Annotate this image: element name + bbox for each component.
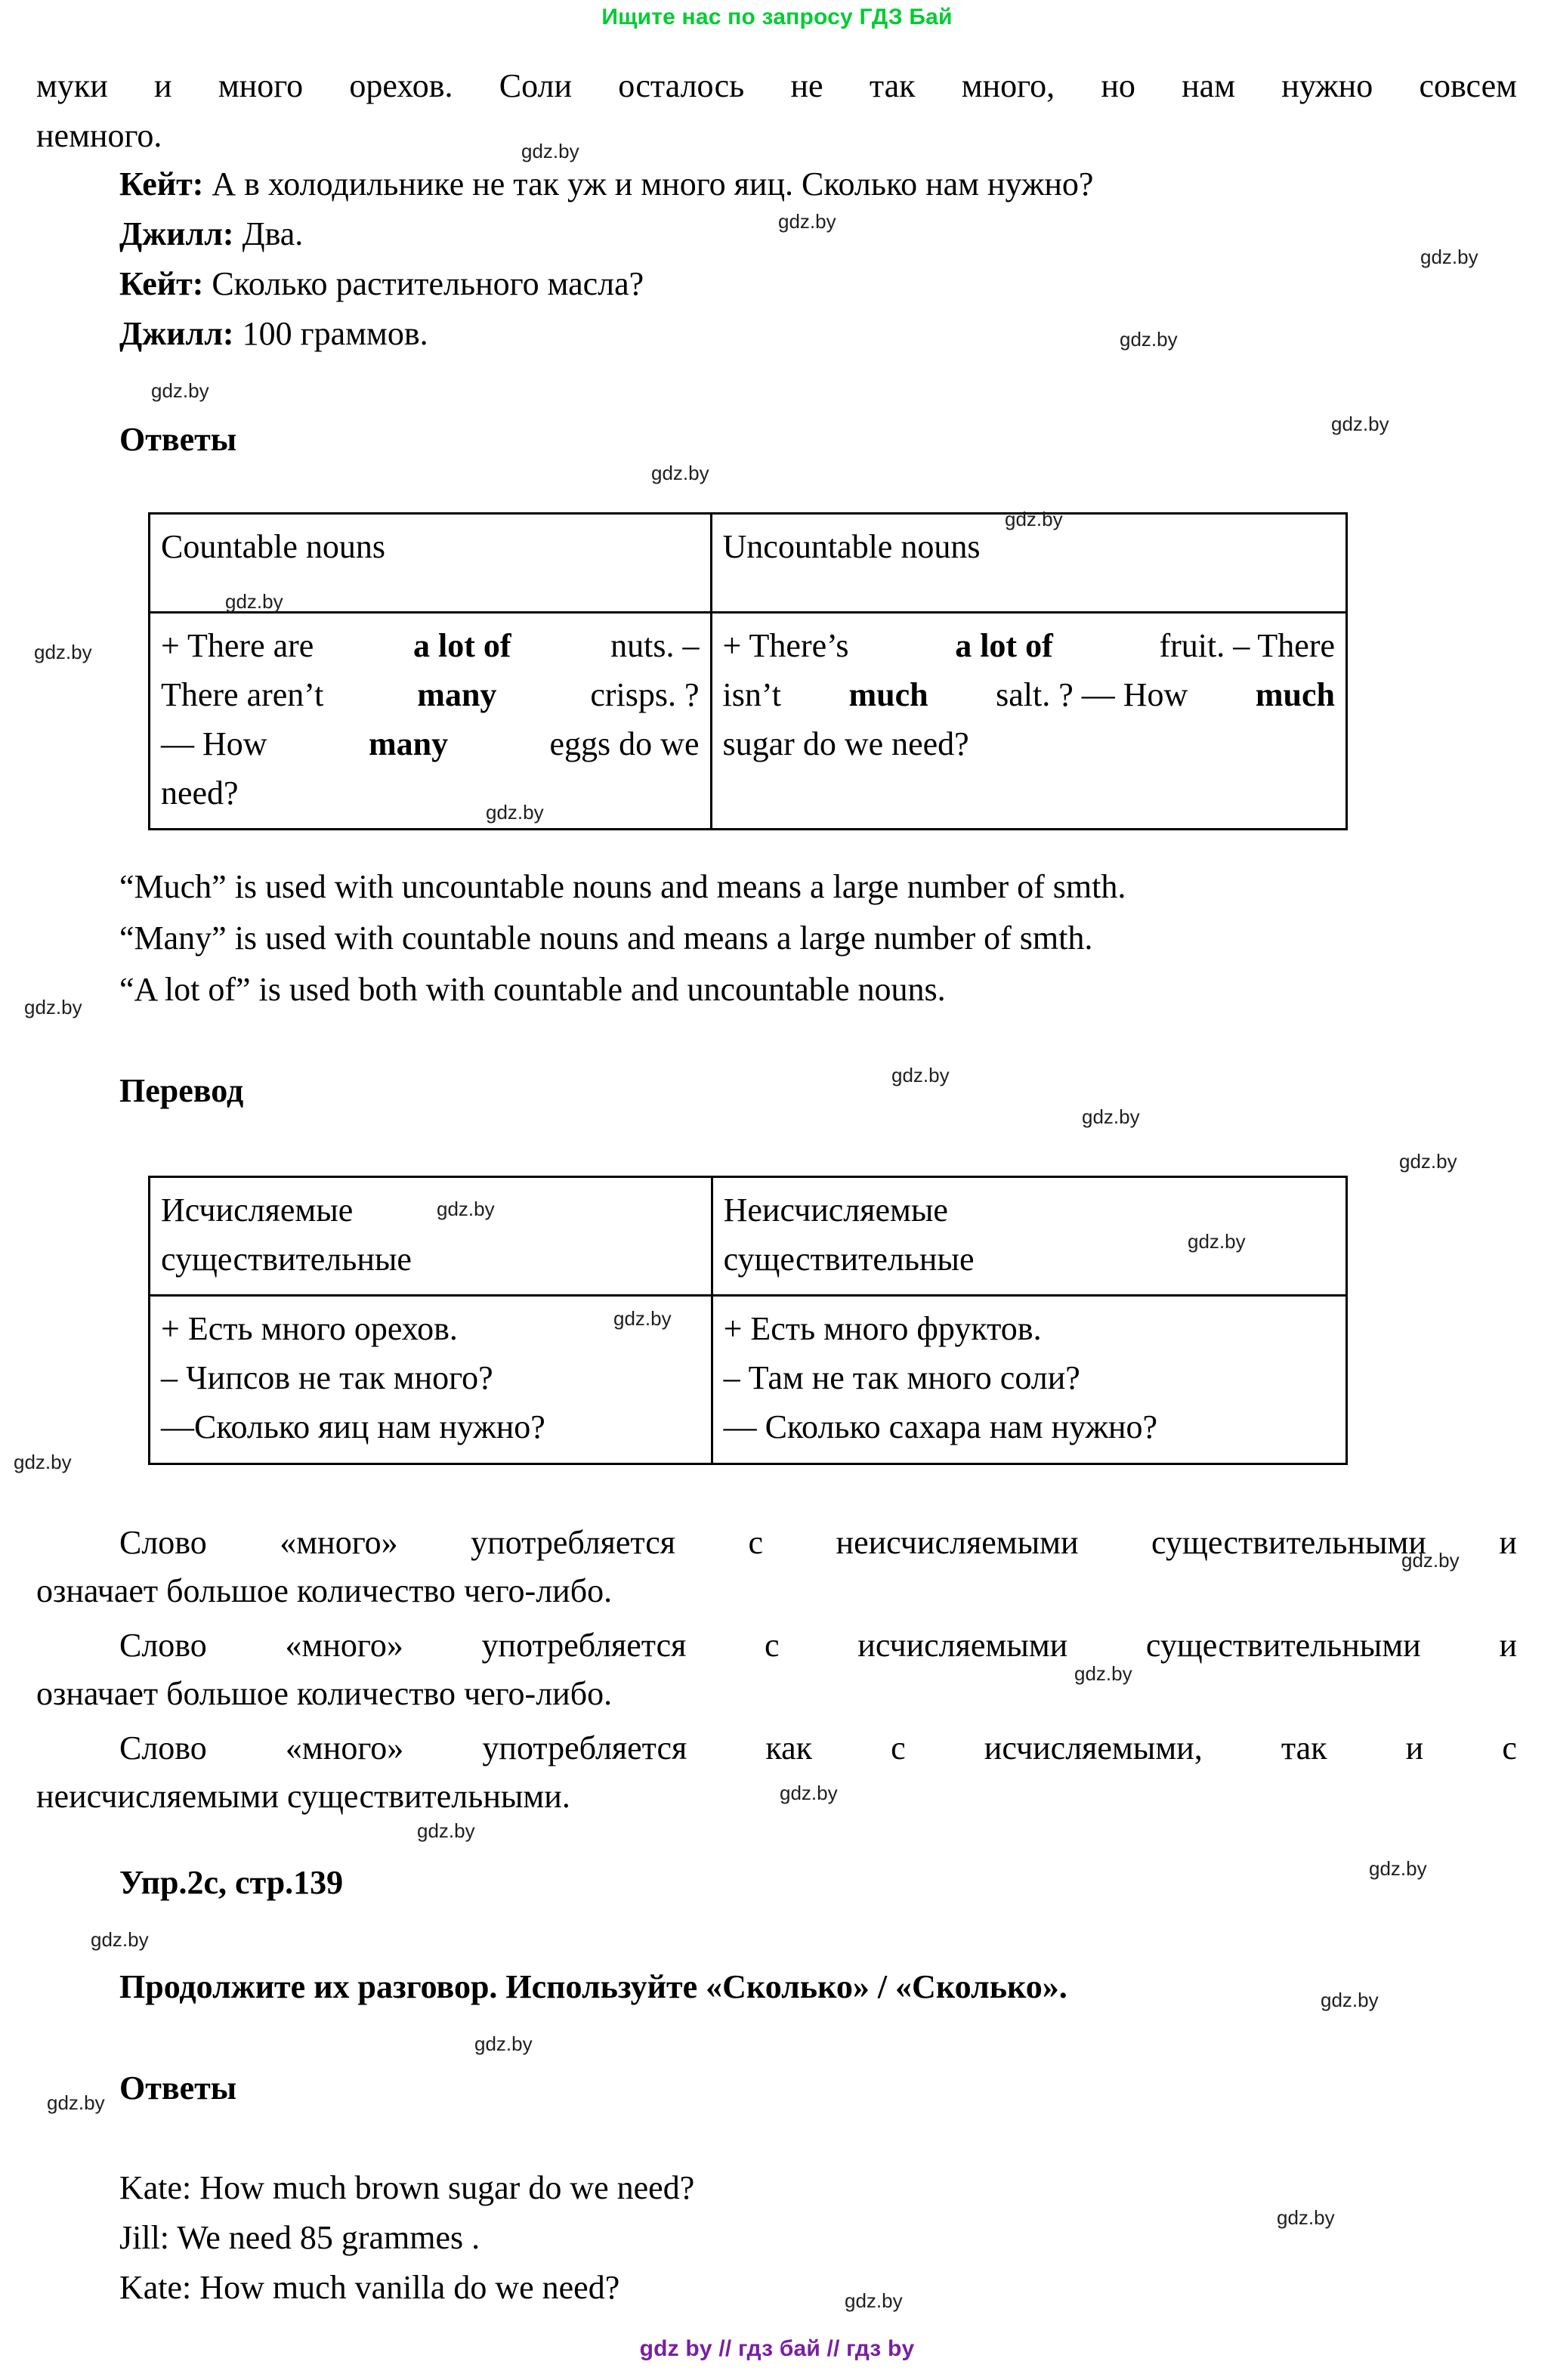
r1-w4: с xyxy=(748,1524,764,1561)
watermark-19: gdz.by xyxy=(1401,1549,1460,1572)
ru-head-right-l1: Неисчисляемые xyxy=(723,1192,948,1229)
watermark-26: gdz.by xyxy=(474,2032,533,2055)
table-cell-uncountable-examples-ru xyxy=(712,1296,1346,1464)
r3-w3: употребляется xyxy=(482,1729,687,1766)
r3-w4: как xyxy=(765,1729,812,1766)
table-row-examples-ru xyxy=(150,1296,1347,1464)
answer-text-3: How much vanilla do we need? xyxy=(199,2269,620,2306)
r2-w1: Слово xyxy=(119,1627,207,1664)
cont-w3: много xyxy=(218,67,304,104)
cont-w1: муки xyxy=(36,67,108,104)
countable-line-4: need? xyxy=(161,774,239,812)
watermark-12: gdz.by xyxy=(891,1064,950,1086)
table-cell-uncountable-examples xyxy=(711,613,1346,830)
countable-line-2 xyxy=(161,670,700,719)
cont-w9: много, xyxy=(961,67,1055,104)
watermark-9: gdz.by xyxy=(34,641,92,663)
r1-w1: Слово xyxy=(119,1524,207,1561)
watermark-7: gdz.by xyxy=(1005,508,1063,530)
answer-speaker-2: Jill: xyxy=(119,2219,170,2256)
ru-left-line-2: – Чипсов не так много? xyxy=(161,1359,493,1397)
dialogue-line-1 xyxy=(119,165,1094,202)
watermark-6: gdz.by xyxy=(651,462,709,484)
table-row-header xyxy=(150,514,1347,613)
countable-l1-c: nuts. – xyxy=(610,627,700,664)
watermark-4: gdz.by xyxy=(151,379,209,402)
watermark-3: gdz.by xyxy=(1120,328,1178,351)
r2-w2: «много» xyxy=(285,1627,403,1664)
rule-ru-1-line-1 xyxy=(36,1523,1517,1562)
answer-speaker-1: Kate: xyxy=(119,2169,192,2206)
watermark-5: gdz.by xyxy=(1331,413,1389,435)
watermark-22: gdz.by xyxy=(417,1819,475,1842)
countable-l1-b: a lot of xyxy=(412,627,511,664)
uncountable-l1-c: fruit. – There xyxy=(1159,627,1335,664)
answer-dialogue-line-2 xyxy=(119,2221,480,2255)
countable-l2-c: crisps. ? xyxy=(590,676,700,714)
watermark-24: gdz.by xyxy=(91,1928,149,1951)
watermark-1: gdz.by xyxy=(778,210,836,233)
promo-banner-top: Ищите нас по запросу ГДЗ Бай xyxy=(601,5,953,29)
watermark-0: gdz.by xyxy=(521,140,579,162)
dialogue-line-4 xyxy=(119,317,428,351)
dialogue-text-4: 100 граммов. xyxy=(242,315,428,352)
uncountable-l2-a: isn’t xyxy=(722,676,781,714)
r3-w7: так xyxy=(1281,1729,1327,1766)
uncountable-line-3: sugar do we need? xyxy=(722,725,969,763)
watermark-2: gdz.by xyxy=(1420,246,1478,268)
watermark-18: gdz.by xyxy=(14,1451,72,1473)
dialogue-line-3 xyxy=(119,267,644,301)
dialogue-speaker-3: Кейт: xyxy=(119,265,204,302)
watermark-23: gdz.by xyxy=(1369,1857,1427,1880)
r1-w6: существительными xyxy=(1151,1524,1426,1561)
watermark-25: gdz.by xyxy=(1321,1989,1379,2011)
r2-w7: и xyxy=(1499,1627,1517,1664)
watermark-8: gdz.by xyxy=(225,590,283,613)
answer-dialogue-line-1 xyxy=(119,2171,694,2205)
watermark-14: gdz.by xyxy=(1399,1150,1457,1173)
ru-left-line-1: + Есть много орехов. xyxy=(161,1310,458,1348)
answer-speaker-3: Kate: xyxy=(119,2269,192,2306)
ru-right-line-1: + Есть много фруктов. xyxy=(723,1310,1042,1348)
exercise-task: Продолжите их разговор. Используйте «Сколько» / «Сколько». xyxy=(119,1968,1067,2005)
translation-heading: Перевод xyxy=(119,1072,244,1109)
ru-head-right-l2: существительные xyxy=(723,1241,975,1278)
ru-head-left-l2: существительные xyxy=(161,1241,412,1278)
rule-ru-2-line-2: означает большое количество чего-либо. xyxy=(36,1675,613,1712)
r3-w5: с xyxy=(891,1729,906,1766)
dialogue-text-2: Два. xyxy=(242,215,304,252)
dialogue-speaker-4: Джилл: xyxy=(119,315,234,352)
watermark-17: gdz.by xyxy=(613,1307,672,1330)
table-row-header-ru xyxy=(150,1177,1347,1296)
r3-w9: с xyxy=(1502,1729,1517,1766)
answer-dialogue-line-3 xyxy=(119,2271,619,2304)
watermark-21: gdz.by xyxy=(780,1782,838,1804)
rule-ru-3-line-2: неисчисляемыми существительными. xyxy=(36,1778,570,1815)
cont-w2: и xyxy=(154,67,172,104)
translation-table xyxy=(148,1176,1348,1465)
dialogue-text-3: Сколько растительного масла? xyxy=(212,265,644,302)
uncountable-l1-a: + There’s xyxy=(722,627,849,664)
countable-l3-b: many xyxy=(368,725,449,763)
rule-ru-2-line-1 xyxy=(36,1626,1517,1664)
cont-w12: нужно xyxy=(1281,67,1373,104)
uncountable-l2-c: salt. ? — How xyxy=(996,676,1188,714)
dialogue-text-1: А в холодильнике не так уж и много яиц. Сколько нам нужно? xyxy=(212,165,1094,202)
r2-w6: существительными xyxy=(1145,1627,1421,1664)
r2-w4: с xyxy=(765,1627,780,1664)
countable-line-1 xyxy=(161,621,700,670)
dialogue-speaker-1: Кейт: xyxy=(119,165,204,202)
ru-right-line-3: — Сколько сахара нам нужно? xyxy=(723,1408,1158,1446)
cont-w11: нам xyxy=(1182,67,1236,104)
answer-text-1: How much brown sugar do we need? xyxy=(199,2169,695,2206)
watermark-10: gdz.by xyxy=(486,801,544,824)
table-header-countable: Countable nouns xyxy=(150,514,712,613)
answer-text-2: We need 85 grammes . xyxy=(177,2219,480,2256)
paragraph-continuation-line-1 xyxy=(36,66,1517,105)
table-header-countable-ru xyxy=(150,1177,712,1296)
r3-w8: и xyxy=(1405,1729,1424,1766)
cont-w5: Соли xyxy=(499,67,573,104)
r3-w1: Слово xyxy=(119,1729,207,1766)
uncountable-l2-b: much xyxy=(848,676,928,714)
countable-l1-a: + There are xyxy=(161,627,314,664)
watermark-16: gdz.by xyxy=(1188,1230,1246,1253)
r1-w3: употребляется xyxy=(471,1524,675,1561)
cont-w13: совсем xyxy=(1419,67,1517,104)
uncountable-line-1 xyxy=(723,621,1335,670)
table-row-examples xyxy=(150,613,1347,830)
uncountable-l2-d: much xyxy=(1255,676,1335,714)
uncountable-line-2 xyxy=(723,670,1335,719)
cont-w10: но xyxy=(1101,67,1135,104)
uncountable-l1-b: a lot of xyxy=(955,627,1053,664)
watermark-29: gdz.by xyxy=(845,2289,903,2312)
watermark-27: gdz.by xyxy=(47,2091,105,2114)
countable-l2-b: many xyxy=(417,676,497,714)
countable-l3-a: — How xyxy=(161,725,267,763)
cont-w6: осталось xyxy=(618,67,745,104)
table-header-uncountable-ru xyxy=(712,1177,1346,1296)
countable-l2-a: There aren’t xyxy=(161,676,324,714)
r3-w2: «много» xyxy=(285,1729,404,1766)
watermark-20: gdz.by xyxy=(1074,1662,1132,1685)
r2-w5: исчисляемыми xyxy=(857,1627,1068,1664)
countable-line-3 xyxy=(161,719,700,768)
ru-right-line-2: – Там не так много соли? xyxy=(723,1359,1080,1397)
ru-head-left-l1: Исчисляемые xyxy=(161,1192,354,1229)
rule-en-3: “A lot of” is used both with countable and uncountable nouns. xyxy=(119,971,946,1008)
answers-heading-2: Ответы xyxy=(119,2069,237,2106)
cont-w7: не xyxy=(790,67,823,104)
watermark-28: gdz.by xyxy=(1277,2206,1335,2229)
rule-en-1: “Much” is used with uncountable nouns and means a large number of smth. xyxy=(119,868,1126,905)
watermark-11: gdz.by xyxy=(24,996,82,1018)
r3-w6: исчисляемыми, xyxy=(984,1729,1203,1766)
r1-w5: неисчисляемыми xyxy=(836,1524,1079,1561)
dialogue-line-2 xyxy=(119,215,304,252)
paragraph-continuation-line-2: немного. xyxy=(36,117,162,154)
table-cell-countable-examples-ru xyxy=(150,1296,712,1464)
watermark-13: gdz.by xyxy=(1082,1105,1140,1128)
r1-w7: и xyxy=(1499,1524,1517,1561)
cont-w4: орехов. xyxy=(349,67,453,104)
table-header-uncountable: Uncountable nouns xyxy=(711,514,1346,613)
cont-w8: так xyxy=(869,67,916,104)
table-cell-countable-examples xyxy=(150,613,712,830)
ru-left-line-3: —Сколько яиц нам нужно? xyxy=(161,1408,545,1446)
answers-heading-1: Ответы xyxy=(119,421,237,458)
rule-en-2: “Many” is used with countable nouns and means a large number of smth. xyxy=(119,920,1093,957)
dialogue-speaker-2: Джилл: xyxy=(119,215,234,252)
countable-l3-c: eggs do we xyxy=(549,725,700,763)
promo-banner-bottom: gdz by // гдз бай // гдз by xyxy=(639,2336,915,2361)
countable-uncountable-table xyxy=(148,512,1348,830)
watermark-15: gdz.by xyxy=(437,1198,495,1220)
rule-ru-3-line-1 xyxy=(36,1729,1517,1767)
rule-ru-1-line-2: означает большое количество чего-либо. xyxy=(36,1572,613,1609)
exercise-title: Упр.2c, стр.139 xyxy=(119,1864,344,1901)
r2-w3: употребляется xyxy=(481,1627,687,1664)
r1-w2: «много» xyxy=(280,1524,398,1561)
